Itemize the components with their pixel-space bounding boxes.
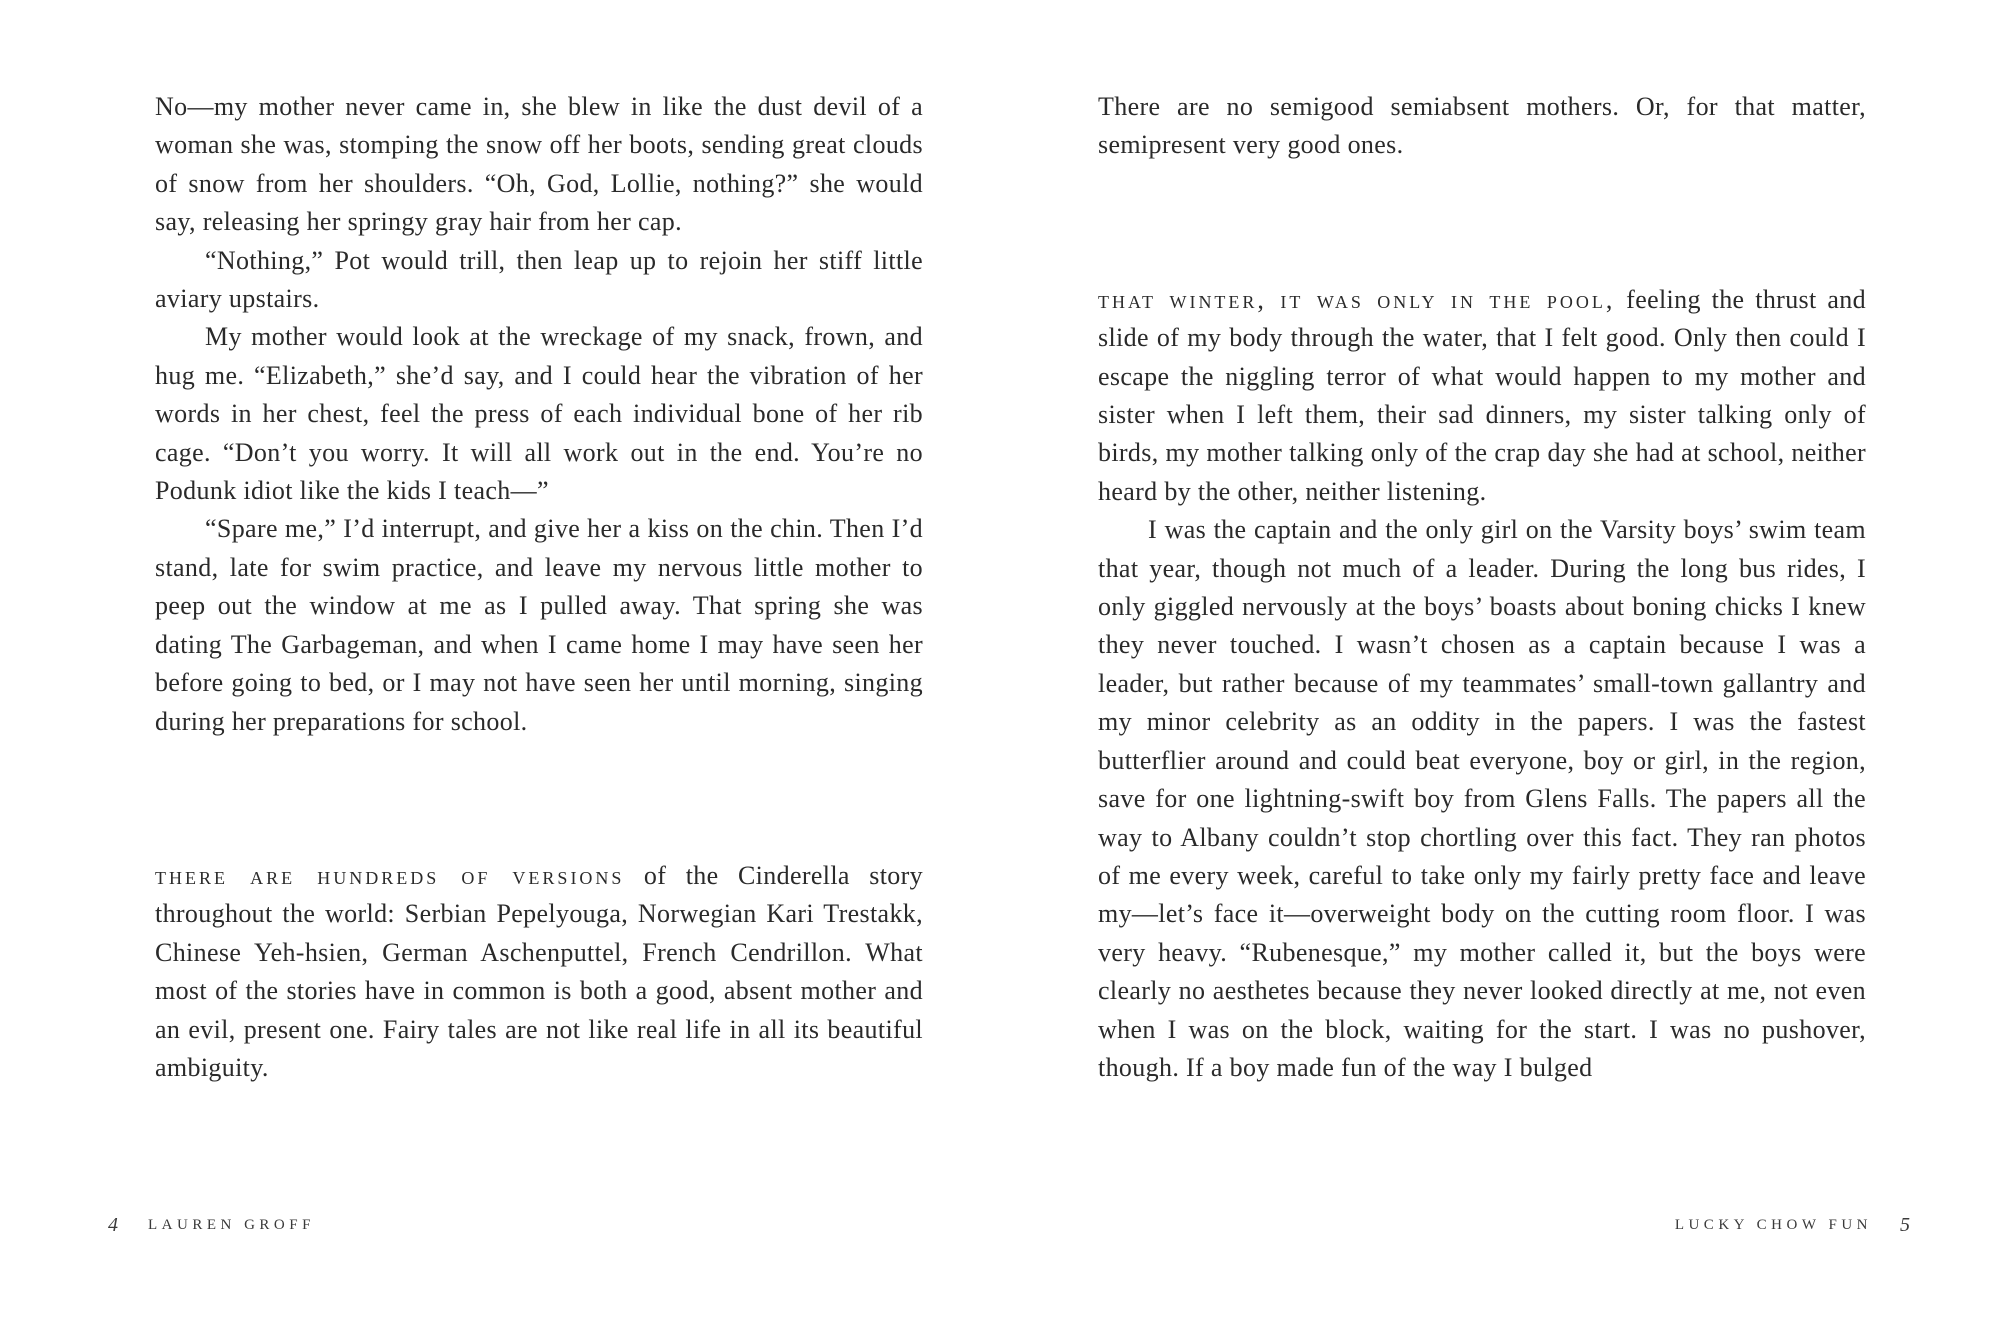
right-footer — [1675, 1212, 1910, 1235]
section-break — [1098, 165, 1866, 281]
paragraph: “Nothing,” Pot would trill, then leap up to rejoin her stiff little aviary upstairs. — [155, 245, 923, 314]
paragraph: No—my mother never came in, she blew in like the dust devil of a woman she was, stomping the snow off her boots, sending great clouds of snow from her shoulders. “Oh, God, Lollie, nothing?” she would say, releasing her springy gray hair from her cap. — [155, 92, 923, 237]
running-head-title: LUCKY CHOW FUN — [1674, 1217, 1872, 1233]
section-break — [155, 741, 923, 857]
paragraph: There are no semigood semiabsent mothers. Or, for that matter, semipresent very good ones. — [1098, 92, 1866, 160]
running-head-author: LAUREN GROFF — [148, 1217, 315, 1233]
right-page — [1098, 88, 1866, 1087]
small-caps-lead: there are hundreds of versions — [155, 860, 625, 890]
section-opening-paragraph — [155, 857, 923, 1087]
paragraph: My mother would look at the wreckage of my snack, frown, and hug me. “Elizabeth,” she’d say, and I could hear the vibration of her words in her chest, feel the press of each individual bone of her rib cage. “Don’t you worry. It will all work out in the end. You’re no Podunk idiot like the kids I teach—” — [155, 322, 923, 506]
left-page — [155, 88, 923, 1087]
left-footer — [108, 1212, 315, 1235]
paragraph-text: of the Cinderella story throughout the world: Serbian Pepelyouga, Norwegian Kari Trestakk, Chinese Yeh-hsien, German Aschenputtel, French Cendrillon. What most of the stories have in common is both a good, absent mother and an evil, present one. Fairy tales are not like real life in all its beautiful ambiguity. — [155, 860, 923, 1082]
page-number: 5 — [1900, 1214, 1910, 1236]
paragraph-text: feeling the thrust and slide of my body through the water, that I felt good. Only then could I escape the niggling terror of what would happen to my mother and sister when I left them, their sad dinners, my sister talking only of birds, my mother talking only of the crap day she had at school, neither heard by the other, neither listening. — [1098, 284, 1866, 506]
paragraph: “Spare me,” I’d interrupt, and give her a kiss on the chin. Then I’d stand, late for swim practice, and leave my nervous little mother to peep out the window at me as I pulled away. That spring she was dating The Garbageman, and when I came home I may have seen her before going to bed, or I may not have seen her until morning, singing during her preparations for school. — [155, 514, 923, 736]
small-caps-lead: that winter, it was only in the pool, — [1098, 284, 1616, 314]
paragraph: I was the captain and the only girl on the Varsity boys’ swim team that year, though not much of a leader. During the long bus rides, I only giggled nervously at the boys’ boasts about boning chicks I knew they never touched. I wasn’t chosen as a captain because I was a leader, but rather because of my teammates’ small-town gallantry and my minor celebrity as an oddity in the papers. I was the fastest butterflier around and could beat everyone, boy or girl, in the region, save for one lightning-swift boy from Glens Falls. The papers all the way to Albany couldn’t stop chortling over this fact. They ran photos of me every week, careful to take only my fairly pretty face and leave my—let’s face it—overweight body on the cutting room floor. I was very heavy. “Rubenesque,” my mother called it, but the boys were clearly no aesthetes because they never looked directly at me, not even when I was on the block, waiting for the start. I was no pushover, though. If a boy made fun of the way I bulged — [1098, 515, 1866, 1082]
section-opening-paragraph — [1098, 281, 1866, 511]
page-number: 4 — [108, 1214, 118, 1236]
